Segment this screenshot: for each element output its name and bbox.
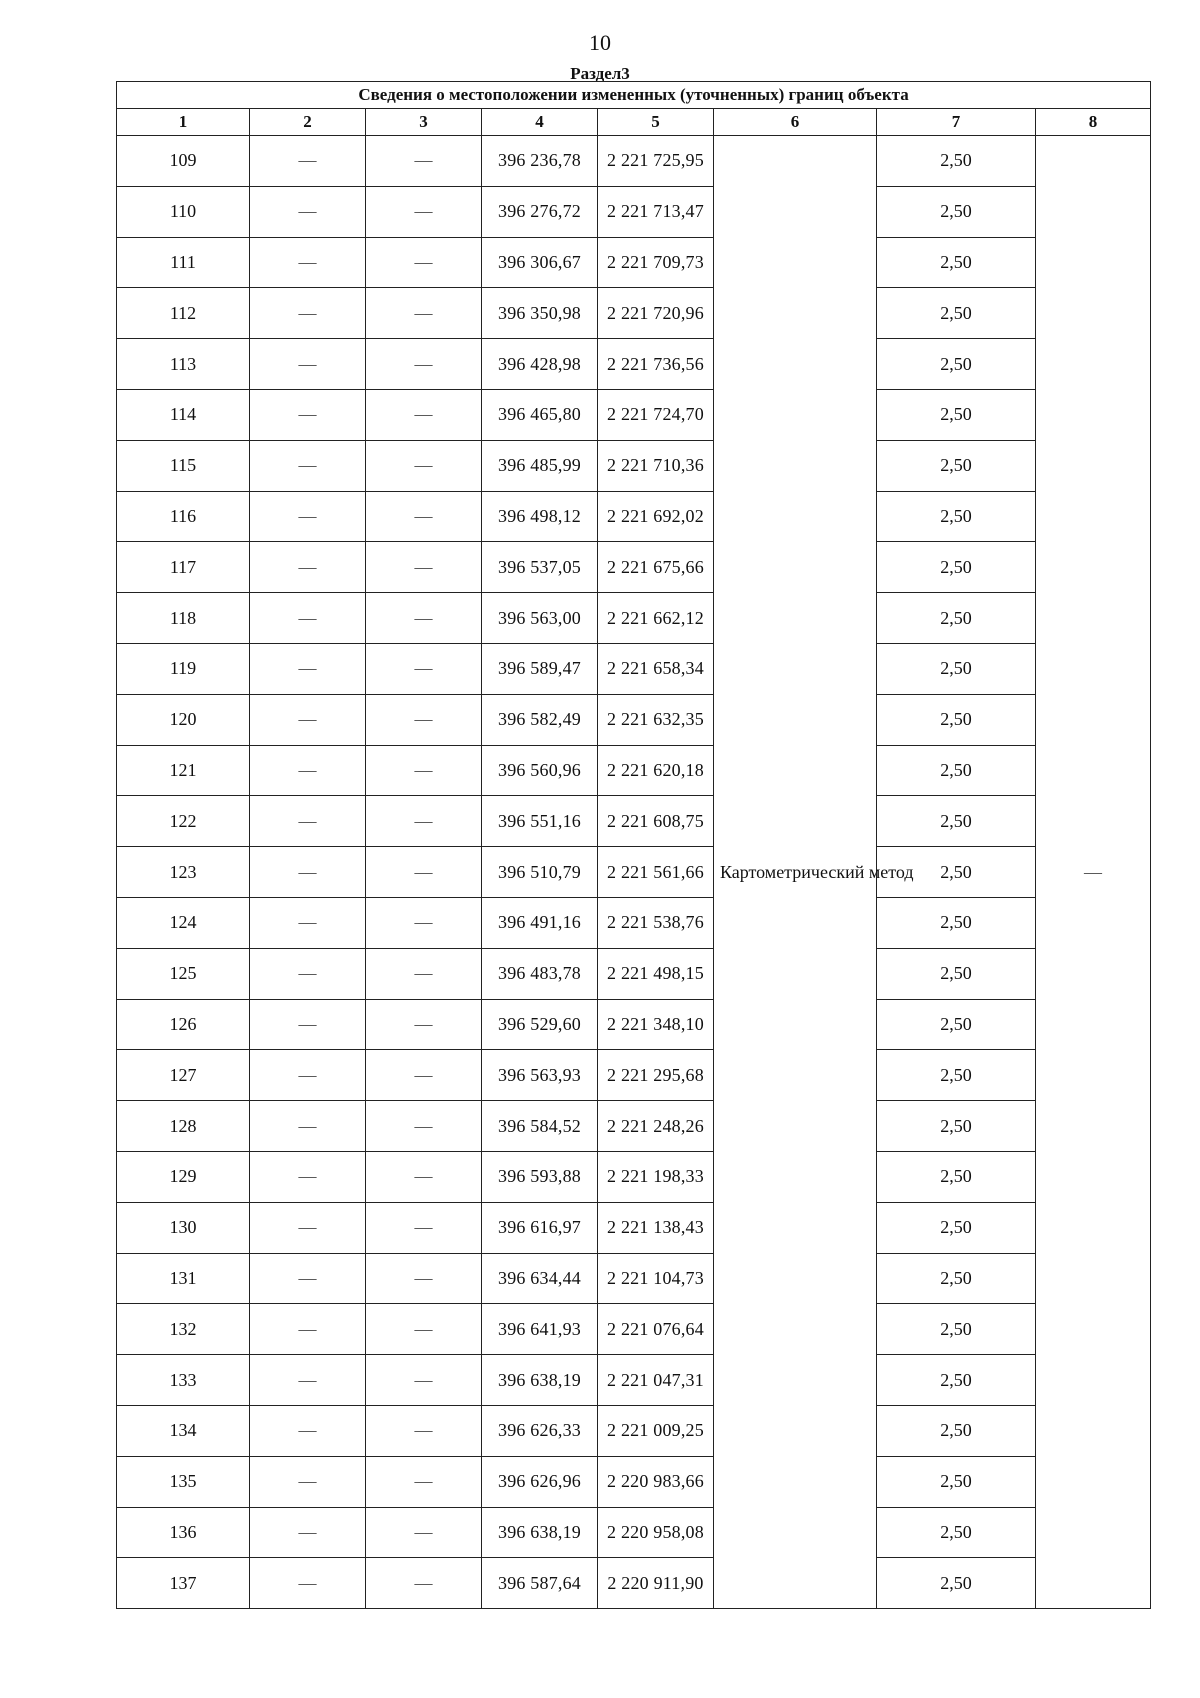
coordinate-y-cell: 2 221 198,33 — [598, 1151, 714, 1202]
column3-cell: — — [366, 796, 482, 847]
table-row — [117, 643, 1151, 694]
column2-cell: — — [250, 1304, 366, 1355]
coordinate-x-cell: 396 465,80 — [482, 389, 598, 440]
column3-cell: — — [366, 339, 482, 390]
table-row — [117, 1253, 1151, 1304]
accuracy-cell: 2,50 — [877, 1101, 1036, 1152]
accuracy-cell: 2,50 — [877, 999, 1036, 1050]
column3-cell: — — [366, 593, 482, 644]
table-row — [117, 1355, 1151, 1406]
coordinate-y-cell: 2 221 710,36 — [598, 440, 714, 491]
table-body — [117, 136, 1151, 1609]
column3-cell: — — [366, 694, 482, 745]
coordinate-x-cell: 396 236,78 — [482, 136, 598, 187]
coordinate-x-cell: 396 641,93 — [482, 1304, 598, 1355]
coordinate-x-cell: 396 529,60 — [482, 999, 598, 1050]
coordinate-y-cell: 2 221 709,73 — [598, 237, 714, 288]
accuracy-cell: 2,50 — [877, 389, 1036, 440]
column2-cell: — — [250, 1101, 366, 1152]
coordinate-x-cell: 396 510,79 — [482, 847, 598, 898]
accuracy-cell: 2,50 — [877, 1355, 1036, 1406]
column-number-row — [117, 109, 1151, 136]
column-number: 7 — [877, 109, 1036, 136]
coordinate-y-cell: 2 221 348,10 — [598, 999, 714, 1050]
column2-cell: — — [250, 847, 366, 898]
accuracy-cell: 2,50 — [877, 440, 1036, 491]
column2-cell: — — [250, 1151, 366, 1202]
column3-cell: — — [366, 1355, 482, 1406]
column3-cell: — — [366, 136, 482, 187]
column3-cell: — — [366, 237, 482, 288]
point-number-cell: 131 — [117, 1253, 250, 1304]
table-row — [117, 745, 1151, 796]
table-row — [117, 186, 1151, 237]
point-number-cell: 111 — [117, 237, 250, 288]
table-row — [117, 694, 1151, 745]
coordinate-y-cell: 2 220 958,08 — [598, 1507, 714, 1558]
accuracy-cell: 2,50 — [877, 136, 1036, 187]
column2-cell: — — [250, 1558, 366, 1609]
point-number-cell: 133 — [117, 1355, 250, 1406]
table-row — [117, 1405, 1151, 1456]
accuracy-cell: 2,50 — [877, 593, 1036, 644]
table-row — [117, 237, 1151, 288]
point-number-cell: 134 — [117, 1405, 250, 1456]
coordinate-x-cell: 396 483,78 — [482, 948, 598, 999]
coordinate-x-cell: 396 560,96 — [482, 745, 598, 796]
column3-cell: — — [366, 1151, 482, 1202]
point-number-cell: 123 — [117, 847, 250, 898]
coordinate-y-cell: 2 221 632,35 — [598, 694, 714, 745]
coordinate-x-cell: 396 638,19 — [482, 1355, 598, 1406]
section-title: Раздел3 — [570, 64, 630, 83]
coordinate-x-cell: 396 428,98 — [482, 339, 598, 390]
point-number-cell: 115 — [117, 440, 250, 491]
point-number-cell: 118 — [117, 593, 250, 644]
column-number: 1 — [117, 109, 250, 136]
point-number-cell: 137 — [117, 1558, 250, 1609]
coordinate-y-cell: 2 221 295,68 — [598, 1050, 714, 1101]
table-row — [117, 1558, 1151, 1609]
column2-cell: — — [250, 542, 366, 593]
point-number-cell: 114 — [117, 389, 250, 440]
point-number-cell: 117 — [117, 542, 250, 593]
point-number-cell: 110 — [117, 186, 250, 237]
column2-cell: — — [250, 1253, 366, 1304]
accuracy-cell: 2,50 — [877, 897, 1036, 948]
accuracy-cell: 2,50 — [877, 694, 1036, 745]
accuracy-cell: 2,50 — [877, 1151, 1036, 1202]
table-row — [117, 1101, 1151, 1152]
coordinate-y-cell: 2 221 658,34 — [598, 643, 714, 694]
table-row — [117, 339, 1151, 390]
coordinate-x-cell: 396 498,12 — [482, 491, 598, 542]
point-number-cell: 128 — [117, 1101, 250, 1152]
point-number-cell: 124 — [117, 897, 250, 948]
column3-cell: — — [366, 948, 482, 999]
coordinate-x-cell: 396 551,16 — [482, 796, 598, 847]
column2-cell: — — [250, 389, 366, 440]
table-row — [117, 593, 1151, 644]
table-row — [117, 440, 1151, 491]
point-number-cell: 113 — [117, 339, 250, 390]
column3-cell: — — [366, 745, 482, 796]
column3-cell: — — [366, 1050, 482, 1101]
column2-cell: — — [250, 136, 366, 187]
accuracy-cell: 2,50 — [877, 1507, 1036, 1558]
column3-cell: — — [366, 1253, 482, 1304]
column-number: 3 — [366, 109, 482, 136]
method-text: Картометрический метод — [720, 862, 914, 883]
coordinate-x-cell: 396 306,67 — [482, 237, 598, 288]
column2-cell: — — [250, 440, 366, 491]
column3-cell: — — [366, 288, 482, 339]
column2-cell: — — [250, 491, 366, 542]
point-number-cell: 122 — [117, 796, 250, 847]
column2-cell: — — [250, 1507, 366, 1558]
coordinate-y-cell: 2 221 538,76 — [598, 897, 714, 948]
coordinate-y-cell: 2 221 736,56 — [598, 339, 714, 390]
column2-cell: — — [250, 1405, 366, 1456]
column2-cell: — — [250, 1355, 366, 1406]
point-number-cell: 109 — [117, 136, 250, 187]
coordinate-y-cell: 2 221 608,75 — [598, 796, 714, 847]
coordinate-y-cell: 2 221 692,02 — [598, 491, 714, 542]
column2-cell: — — [250, 948, 366, 999]
accuracy-cell: 2,50 — [877, 1558, 1036, 1609]
coordinate-y-cell: 2 221 620,18 — [598, 745, 714, 796]
column2-cell: — — [250, 694, 366, 745]
coordinate-x-cell: 396 587,64 — [482, 1558, 598, 1609]
column8-cell: — — [1036, 136, 1151, 1609]
point-number-cell: 127 — [117, 1050, 250, 1101]
table-row — [117, 1050, 1151, 1101]
accuracy-cell: 2,50 — [877, 1304, 1036, 1355]
coordinate-x-cell: 396 582,49 — [482, 694, 598, 745]
column-number: 4 — [482, 109, 598, 136]
column2-cell: — — [250, 593, 366, 644]
coordinate-y-cell: 2 221 076,64 — [598, 1304, 714, 1355]
column3-cell: — — [366, 1405, 482, 1456]
table-caption: Сведения о местоположении измененных (уточненных) границ объекта — [117, 82, 1151, 109]
point-number-cell: 125 — [117, 948, 250, 999]
accuracy-cell: 2,50 — [877, 847, 1036, 898]
coordinate-y-cell: 2 221 662,12 — [598, 593, 714, 644]
coordinate-y-cell: 2 221 725,95 — [598, 136, 714, 187]
column3-cell: — — [366, 1558, 482, 1609]
point-number-cell: 126 — [117, 999, 250, 1050]
coordinate-x-cell: 396 537,05 — [482, 542, 598, 593]
coordinate-x-cell: 396 350,98 — [482, 288, 598, 339]
accuracy-cell: 2,50 — [877, 1405, 1036, 1456]
coordinate-y-cell: 2 220 911,90 — [598, 1558, 714, 1609]
coordinate-y-cell: 2 221 009,25 — [598, 1405, 714, 1456]
coordinate-y-cell: 2 221 248,26 — [598, 1101, 714, 1152]
coordinate-y-cell: 2 220 983,66 — [598, 1456, 714, 1507]
table-row — [117, 1151, 1151, 1202]
column2-cell: — — [250, 745, 366, 796]
table-row — [117, 542, 1151, 593]
coordinate-y-cell: 2 221 138,43 — [598, 1202, 714, 1253]
column3-cell: — — [366, 1202, 482, 1253]
column3-cell: — — [366, 186, 482, 237]
table-row — [117, 136, 1151, 187]
coordinate-y-cell: 2 221 047,31 — [598, 1355, 714, 1406]
accuracy-cell: 2,50 — [877, 1202, 1036, 1253]
table-row — [117, 948, 1151, 999]
point-number-cell: 119 — [117, 643, 250, 694]
accuracy-cell: 2,50 — [877, 491, 1036, 542]
coordinate-x-cell: 396 626,33 — [482, 1405, 598, 1456]
table-row — [117, 1304, 1151, 1355]
table-row — [117, 897, 1151, 948]
page-number: 10 — [589, 30, 611, 55]
coordinate-y-cell: 2 221 713,47 — [598, 186, 714, 237]
accuracy-cell: 2,50 — [877, 1050, 1036, 1101]
column2-cell: — — [250, 186, 366, 237]
accuracy-cell: 2,50 — [877, 237, 1036, 288]
column2-cell: — — [250, 643, 366, 694]
column2-cell: — — [250, 897, 366, 948]
accuracy-cell: 2,50 — [877, 339, 1036, 390]
column3-cell: — — [366, 1507, 482, 1558]
table-row — [117, 1507, 1151, 1558]
coordinate-x-cell: 396 563,93 — [482, 1050, 598, 1101]
accuracy-cell: 2,50 — [877, 745, 1036, 796]
accuracy-cell: 2,50 — [877, 288, 1036, 339]
column-number: 5 — [598, 109, 714, 136]
accuracy-cell: 2,50 — [877, 796, 1036, 847]
coordinate-y-cell: 2 221 724,70 — [598, 389, 714, 440]
method-cell — [714, 136, 914, 1609]
column3-cell: — — [366, 999, 482, 1050]
column2-cell: — — [250, 999, 366, 1050]
table-row — [117, 999, 1151, 1050]
coordinate-x-cell: 396 589,47 — [482, 643, 598, 694]
coordinate-y-cell: 2 221 498,15 — [598, 948, 714, 999]
accuracy-cell: 2,50 — [877, 948, 1036, 999]
accuracy-cell: 2,50 — [877, 186, 1036, 237]
coordinate-y-cell: 2 221 104,73 — [598, 1253, 714, 1304]
boundary-coordinates-table — [116, 81, 1151, 1609]
table-row — [117, 1202, 1151, 1253]
accuracy-cell: 2,50 — [877, 1253, 1036, 1304]
column3-cell: — — [366, 1456, 482, 1507]
coordinate-y-cell: 2 221 561,66 — [598, 847, 714, 898]
coordinate-x-cell: 396 616,97 — [482, 1202, 598, 1253]
coordinate-x-cell: 396 485,99 — [482, 440, 598, 491]
table-row — [117, 288, 1151, 339]
point-number-cell: 121 — [117, 745, 250, 796]
column-number: 6 — [714, 109, 877, 136]
table-row — [117, 796, 1151, 847]
column2-cell: — — [250, 1050, 366, 1101]
column-number: 2 — [250, 109, 366, 136]
column2-cell: — — [250, 288, 366, 339]
column2-cell: — — [250, 796, 366, 847]
coordinate-x-cell: 396 626,96 — [482, 1456, 598, 1507]
coordinate-x-cell: 396 638,19 — [482, 1507, 598, 1558]
column3-cell: — — [366, 643, 482, 694]
point-number-cell: 116 — [117, 491, 250, 542]
column3-cell: — — [366, 897, 482, 948]
coordinate-y-cell: 2 221 720,96 — [598, 288, 714, 339]
column3-cell: — — [366, 542, 482, 593]
point-number-cell: 120 — [117, 694, 250, 745]
column2-cell: — — [250, 1202, 366, 1253]
point-number-cell: 136 — [117, 1507, 250, 1558]
column3-cell: — — [366, 847, 482, 898]
column2-cell: — — [250, 339, 366, 390]
column3-cell: — — [366, 491, 482, 542]
accuracy-cell: 2,50 — [877, 643, 1036, 694]
table-caption-row — [117, 82, 1151, 109]
table-row — [117, 389, 1151, 440]
column3-cell: — — [366, 1101, 482, 1152]
point-number-cell: 132 — [117, 1304, 250, 1355]
column3-cell: — — [366, 389, 482, 440]
coordinate-y-cell: 2 221 675,66 — [598, 542, 714, 593]
column2-cell: — — [250, 237, 366, 288]
point-number-cell: 130 — [117, 1202, 250, 1253]
point-number-cell: 129 — [117, 1151, 250, 1202]
coordinate-x-cell: 396 584,52 — [482, 1101, 598, 1152]
coordinate-x-cell: 396 276,72 — [482, 186, 598, 237]
column3-cell: — — [366, 440, 482, 491]
column2-cell: — — [250, 1456, 366, 1507]
coordinate-x-cell: 396 634,44 — [482, 1253, 598, 1304]
table-row — [117, 847, 1151, 898]
coordinate-x-cell: 396 593,88 — [482, 1151, 598, 1202]
coordinate-x-cell: 396 491,16 — [482, 897, 598, 948]
column-number: 8 — [1036, 109, 1151, 136]
column3-cell: — — [366, 1304, 482, 1355]
coordinate-x-cell: 396 563,00 — [482, 593, 598, 644]
table-row — [117, 1456, 1151, 1507]
table-row — [117, 491, 1151, 542]
accuracy-cell: 2,50 — [877, 1456, 1036, 1507]
point-number-cell: 112 — [117, 288, 250, 339]
accuracy-cell: 2,50 — [877, 542, 1036, 593]
point-number-cell: 135 — [117, 1456, 250, 1507]
